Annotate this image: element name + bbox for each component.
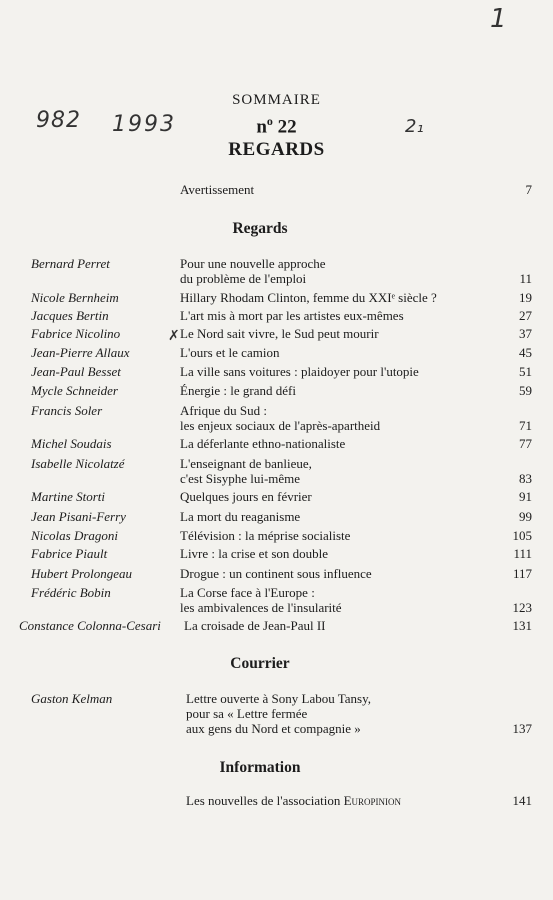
entry-page: 51 [519,364,532,379]
entry-page: 111 [513,546,532,561]
sommaire-heading: SOMMAIRE [232,92,321,108]
entry-title: L'enseignant de banlieue, c'est Sisyphe lui-même [180,456,312,486]
entry-title: Télévision : la méprise socialiste [180,528,351,543]
section-heading-courrier: Courrier [230,655,290,672]
entry-title: L'art mis à mort par les artistes eux-mêmes [180,308,404,323]
entry-page: 37 [519,326,532,341]
entry-author: Mycle Schneider [31,383,118,398]
entry-page: 91 [519,489,532,504]
entry-title: La croisade de Jean-Paul II [184,618,326,633]
entry-title: Livre : la crise et son double [180,546,329,561]
handwritten-page-number: 1 [490,4,507,34]
entry-author: Jean Pisani-Ferry [31,509,126,524]
entry-page: 117 [512,566,532,581]
entry-page: 123 [512,600,532,615]
handwritten-reference: 982 [36,108,81,133]
entry-title: Le Nord sait vivre, le Sud peut mourir [180,326,379,341]
handwritten-note: 2₁ [405,116,424,137]
entry-author: Constance Colonna-Cesari [19,618,161,633]
entry-author: Jean-Pierre Allaux [31,345,130,360]
entry-author: Fabrice Piault [31,546,108,561]
entry-author: Fabrice Nicolino [31,326,121,341]
entry-page: 59 [519,383,532,398]
entry-title: Les nouvelles de l'association Europinion [186,793,402,808]
entry-page: 99 [519,509,532,524]
entry-page: 83 [519,471,532,486]
entry-author: Hubert Prolongeau [31,566,132,581]
entry-title: Pour une nouvelle approche du problème de l'emploi [180,256,326,286]
section-heading-information: Information [219,759,301,776]
entry-author: Bernard Perret [31,256,110,271]
entry-page: 7 [525,182,532,197]
entry-title: Avertissement [180,182,255,197]
entry-page: 19 [519,290,532,305]
entry-author: Nicole Bernheim [31,290,119,305]
entry-title: Lettre ouverte à Sony Labou Tansy, pour sa « Lettre fermée aux gens du Nord et compagnie » [186,691,372,736]
entry-title: La ville sans voitures : plaidoyer pour l'utopie [180,364,419,379]
entry-title: Hillary Rhodam Clinton, femme du XXIᵉ siècle ? [180,290,437,305]
issue-number: $n^o$ 22 [256,114,297,138]
entry-page: 45 [519,345,532,360]
entry-title: La Corse face à l'Europe : les ambivalences de l'insularité [180,585,342,615]
entry-page: 11 [519,271,532,286]
handwritten-year: 1993 [112,112,176,137]
entry-title: Afrique du Sud : les enjeux sociaux de l'après-apartheid [180,403,381,433]
entry-title: L'ours et le camion [180,345,280,360]
entry-author: Jean-Paul Besset [31,364,121,379]
entry-author: Jacques Bertin [31,308,109,323]
entry-page: 27 [519,308,532,323]
entry-author: Nicolas Dragoni [31,528,119,543]
issue-title: REGARDS [228,139,325,160]
entry-page: 141 [512,793,532,808]
entry-page: 137 [512,721,532,736]
entry-page: 131 [512,618,532,633]
entry-author: Francis Soler [31,403,103,418]
entry-title: Quelques jours en février [180,489,312,504]
entry-author: Martine Storti [31,489,106,504]
entry-author: Isabelle Nicolatzé [31,456,125,471]
entry-title: La mort du reaganisme [180,509,301,524]
entry-title: Énergie : le grand défi [180,383,296,398]
entry-title: La déferlante ethno-nationaliste [180,436,346,451]
handwritten-cross-mark: ✗ [168,328,180,344]
entry-title: Drogue : un continent sous influence [180,566,372,581]
entry-page: 105 [512,528,532,543]
section-heading-regards: Regards [232,220,288,237]
entry-author: Michel Soudais [31,436,112,451]
entry-page: 71 [519,418,532,433]
entry-author: Frédéric Bobin [31,585,111,600]
entry-author: Gaston Kelman [31,691,113,706]
entry-page: 77 [519,436,532,451]
